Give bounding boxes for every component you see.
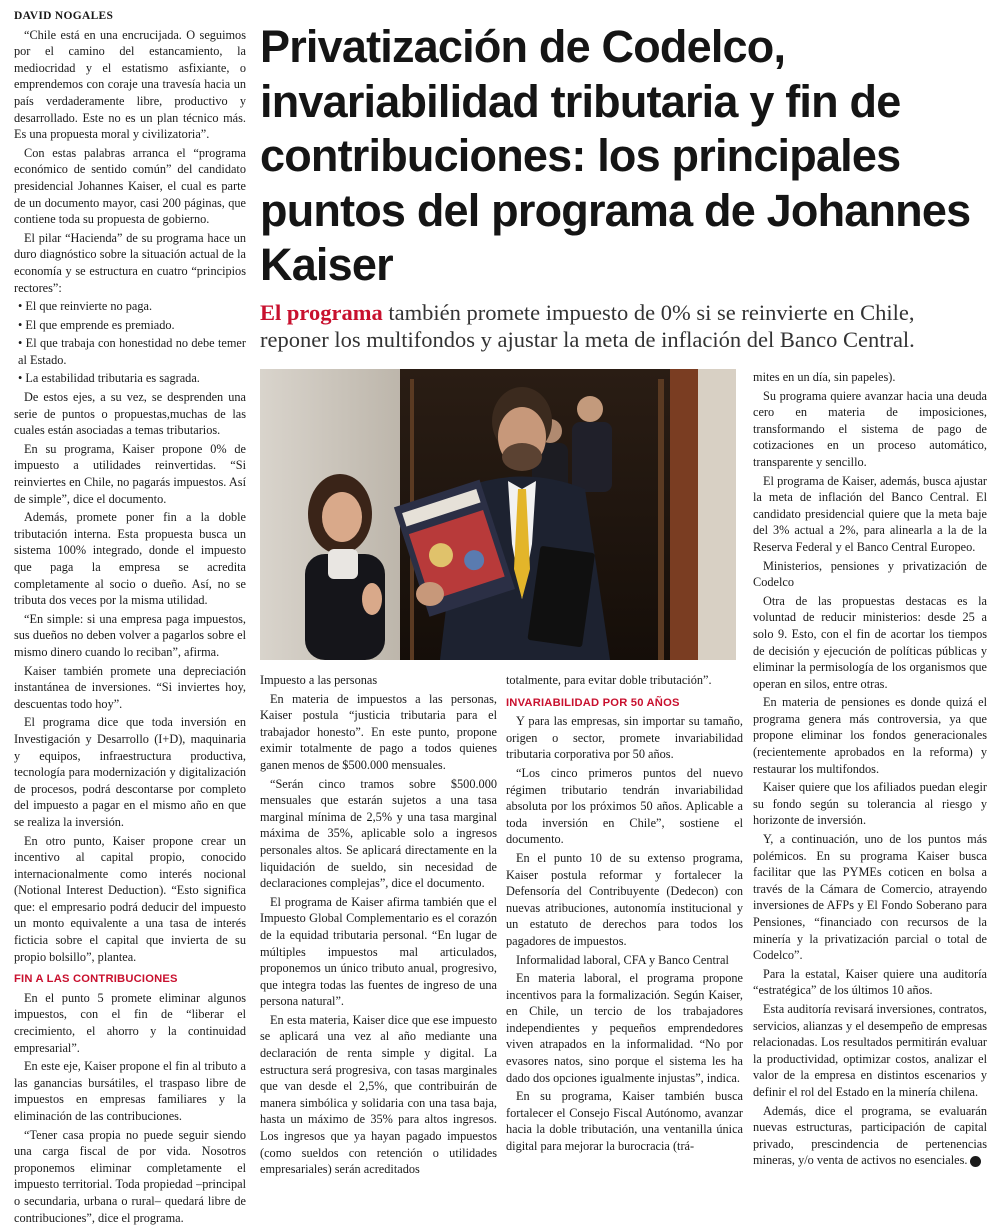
article-deck — [260, 299, 980, 353]
paragraph: En el punto 5 promete eliminar algunos impuestos, con el fin de “liberar el crecimiento, el ahorro y la continuidad empresarial”. — [14, 990, 246, 1055]
paragraph: Además, promete poner fin a la doble tributación interna. Esta propuesta busca un sistema 100% integrado, donde el impuesto que paga la empresa se acredita completamente al socio o dueño. Así, no se tributa dos veces por la misma utilidad. — [14, 510, 246, 608]
paragraph: “Tener casa propia no puede seguir siendo una carga fiscal de por vida. Nosotros proponemos eliminar completamente el impuesto territorial. Toda propiedad –principal o secundaria, urbana o rural– quedará libre de contribuciones”, dice el programa. — [14, 1127, 246, 1225]
paragraph: Para la estatal, Kaiser quiere una auditoría “estratégica” de los últimos 10 años. — [753, 966, 987, 998]
paragraph: En materia de pensiones es donde quizá el programa genera más controversia, ya que propone eliminar los fondos generacionales (recientemente aprobados en la reforma) y restaurar los multifondos. — [753, 695, 987, 776]
article-column-2 — [260, 672, 497, 1180]
paragraph-text: Además, dice el programa, se evaluarán nuevas estructuras, participación de capital privado, prescindencia de pertenencias mineras, y/o venta de activos no esenciales. — [753, 1103, 987, 1168]
paragraph: “Los cinco primeros puntos del nuevo régimen tributario tendrán invariabilidad absoluta por los próximos 50 años. Aplicable a toda inversión en Chile”, sostiene el documento. — [506, 765, 743, 847]
paragraph: De estos ejes, a su vez, se desprenden una serie de puntos o propuestas,muchas de las cuales están asociadas a temas tributarios. — [14, 390, 246, 438]
bullet-item: • El que reinvierte no paga. — [18, 299, 153, 314]
section-heading: INVARIABILIDAD POR 50 AÑOS — [506, 696, 680, 709]
byline: DAVID NOGALES — [14, 10, 114, 22]
article-photo — [260, 369, 736, 660]
paragraph: En su programa, Kaiser también busca fortalecer el Consejo Fiscal Autónomo, avanzar hacia la doble tributación, una ventanilla única digital para mejorar la burocracia (trá- — [506, 1089, 743, 1154]
paragraph: En su programa, Kaiser propone 0% de impuesto a utilidades reinvertidas. “Si reinviertes en Chile, no pagarás impuestos. Así de simple”, dice el documento. — [14, 441, 246, 506]
bullet-item: • El que emprende es premiado. — [18, 317, 175, 332]
subheading: Impuesto a las personas — [260, 673, 378, 687]
paragraph: El programa de Kaiser, además, busca ajustar la meta de inflación del Banco Central. El candidato presidencial quiere que la meta baje del 3% actual a 2%, para alinearla a la de la Reserva Federal y el Banco Central Europeo. — [753, 473, 987, 554]
paragraph: El pilar “Hacienda” de su programa hace un duro diagnóstico sobre la situación actual de la economía y se estructura en cuatro “principios rectores”: — [14, 230, 246, 295]
deck-text: también promete impuesto de 0% si se reinvierte en Chile, reponer los multifondos y ajustar la meta de inflación del Banco Central. — [260, 300, 915, 352]
subheading: Ministerios, pensiones y privatización de Codelco — [753, 558, 987, 590]
paragraph: En materia laboral, el programa propone incentivos para la formalización. Según Kaiser, en Chile, un tercio de los trabajadores independientes y pequeños emprendedores viven atrapados en la informalidad. “No por evasores natos, sino porque el sistema les ha dado dos opciones igualmente injustas”, indica. — [506, 971, 743, 1085]
article-headline: Privatización de Codelco, invariabilidad tributaria y fin de contribuciones: los principales puntos del programa de Johannes Kaiser — [260, 21, 971, 290]
bullet-item: • El que trabaja con honestidad no debe temer al Estado. — [18, 336, 246, 367]
section-heading: FIN A LAS CONTRIBUCIONES — [14, 973, 178, 986]
paragraph: mites en un día, sin papeles). — [753, 370, 896, 384]
paragraph: Otra de las propuestas destacas es la voluntad de reducir ministerios: desde 25 a solo 9. Esto, con el fin de acortar los tiempos de decisión y ejecución de políticas públicas y eliminar la permisología de los organismos que operan en silos, entre otras. — [753, 593, 987, 691]
deck-lead: El programa — [260, 300, 383, 325]
paragraph: totalmente, para evitar doble tributación”. — [506, 673, 712, 687]
paragraph: Y para las empresas, sin importar su tamaño, origen o sector, promete invariabilidad tributaria corporativa por 50 años. — [506, 714, 743, 762]
end-mark-icon: P — [970, 1156, 981, 1167]
paragraph: Con estas palabras arranca el “programa económico de sentido común” del candidato presidencial Johannes Kaiser, el cual es parte de un documento mayor, casi 200 páginas, que contiene toda su propuesta de gobierno. — [14, 145, 246, 227]
photo-illustration — [260, 369, 736, 660]
paragraph: Esta auditoría revisará inversiones, contratos, servicios, alianzas y el desempeño de empresas relacionadas. Los resultados permitirán evaluar la productividad, optimizar costos, analizar el valor de la empresa en distintos escenarios y definir el rol del Estado en la minería chilena. — [753, 1001, 987, 1099]
paragraph: En el punto 10 de su extenso programa, Kaiser postula reformar y fortalecer la Defensoría del Contribuyente (Dedecon) con nuevas atribuciones, autonomía institucional y un estatuto de derechos para todos los pagadores de impuestos. — [506, 850, 743, 948]
paragraph: Su programa quiere avanzar hacia una deuda cero en materia de imposiciones, transformando el sistema de pago de cotizaciones en un proceso automático, transparente y sencillo. — [753, 388, 987, 469]
article-column-4 — [753, 369, 987, 1171]
subheading: Informalidad laboral, CFA y Banco Central — [516, 952, 729, 967]
paragraph: En esta materia, Kaiser dice que ese impuesto se aplicará una vez al año mediante una declaración de renta simple y digital. La estructura será progresiva, con tasas marginales que van desde el 2,5%, que contribuirán de manera simbólica y solidaria con una tasa baja, hasta un máximo de 35% para altos ingresos. Los ingresos que ya hayan pagado impuestos (como sueldos con retención o utilidades empresariales) serán acreditados — [260, 1012, 497, 1177]
paragraph: El programa dice que toda inversión en Investigación y Desarrollo (I+D), maquinaria y equipos, infraestructura productiva, tecnología para modernización y digitalización de procesos, podrá descontarse por completo del impuesto a pagar en el mismo año en que se realiza la inversión. — [14, 715, 246, 829]
paragraph: Y, a continuación, uno de los puntos más polémicos. En su programa Kaiser busca facilitar que las PYMEs coticen en bolsa a través de la Cámara de Comercio, atrayendo inversiones de AFPs y El Fondo Soberano para Pensiones, “financiado con recursos de la minería y la privatización parcial o total de Codelco”. — [753, 832, 987, 963]
paragraph: “Serán cinco tramos sobre $500.000 mensuales que estarán sujetos a una tasa marginal mínima de 2,5% y una tasa marginal máxima de 35%, aplicable solo a ingresos personales altos. Se aplicará directamente en la liquidación de sueldo, sin necesidad de declaraciones complejas”, dice el documento. — [260, 776, 497, 891]
paragraph: Kaiser quiere que los afiliados puedan elegir su fondo según su tolerancia al riesgo y horizonte de inversión. — [753, 780, 987, 828]
paragraph: En otro punto, Kaiser propone crear un incentivo al capital propio, conocido internacionalmente como interés nocional (Notional Interest Deduction). “Esto significa que: el empresario podrá deducir del impuesto un monto equivalente a una tasa de interés ficticia sobre el capital que invierta de su propio bolsillo”, plantea. — [14, 833, 246, 964]
article-column-1 — [14, 8, 246, 1228]
paragraph: “Chile está en una encrucijada. O seguimos por el camino del estancamiento, la mediocridad y el estatismo asfixiante, o emprendemos con coraje una travesía hacia un país verdaderamente libre, productivo y desarrollado. Este no es un plan técnico más. Es una propuesta moral y civilizatoria”. — [14, 27, 246, 142]
paragraph: “En simple: si una empresa paga impuestos, sus dueños no deben volver a pagarlos sobre el mismo dinero cuando lo reciban”, afirma. — [14, 611, 246, 659]
paragraph: Kaiser también promete una depreciación instantánea de inversiones. “Si inviertes hoy, descuentas todo hoy”. — [14, 663, 246, 711]
paragraph: En este eje, Kaiser propone el fin al tributo a las ganancias bursátiles, el traspaso libre de impuestos en empresas familiares y la eliminación de las contribuciones. — [14, 1059, 246, 1123]
paragraph — [753, 1103, 987, 1169]
bullet-item: • La estabilidad tributaria es sagrada. — [18, 371, 200, 386]
article-column-3 — [506, 672, 743, 1157]
paragraph: En materia de impuestos a las personas, Kaiser postula “justicia tributaria para el trabajador honesto”. En este punto, propone eximir totalmente de pago a todos quienes ganen menos de $500.000 mensuales. — [260, 691, 497, 772]
paragraph: El programa de Kaiser afirma también que el Impuesto Global Complementario es el corazón de la equidad tributaria personal. “En lugar de múltiples impuestos mal articulados, proponemos un único tributo anual, progresivo, que integra todas las fuentes de ingreso de una persona natural”. — [260, 894, 497, 1009]
